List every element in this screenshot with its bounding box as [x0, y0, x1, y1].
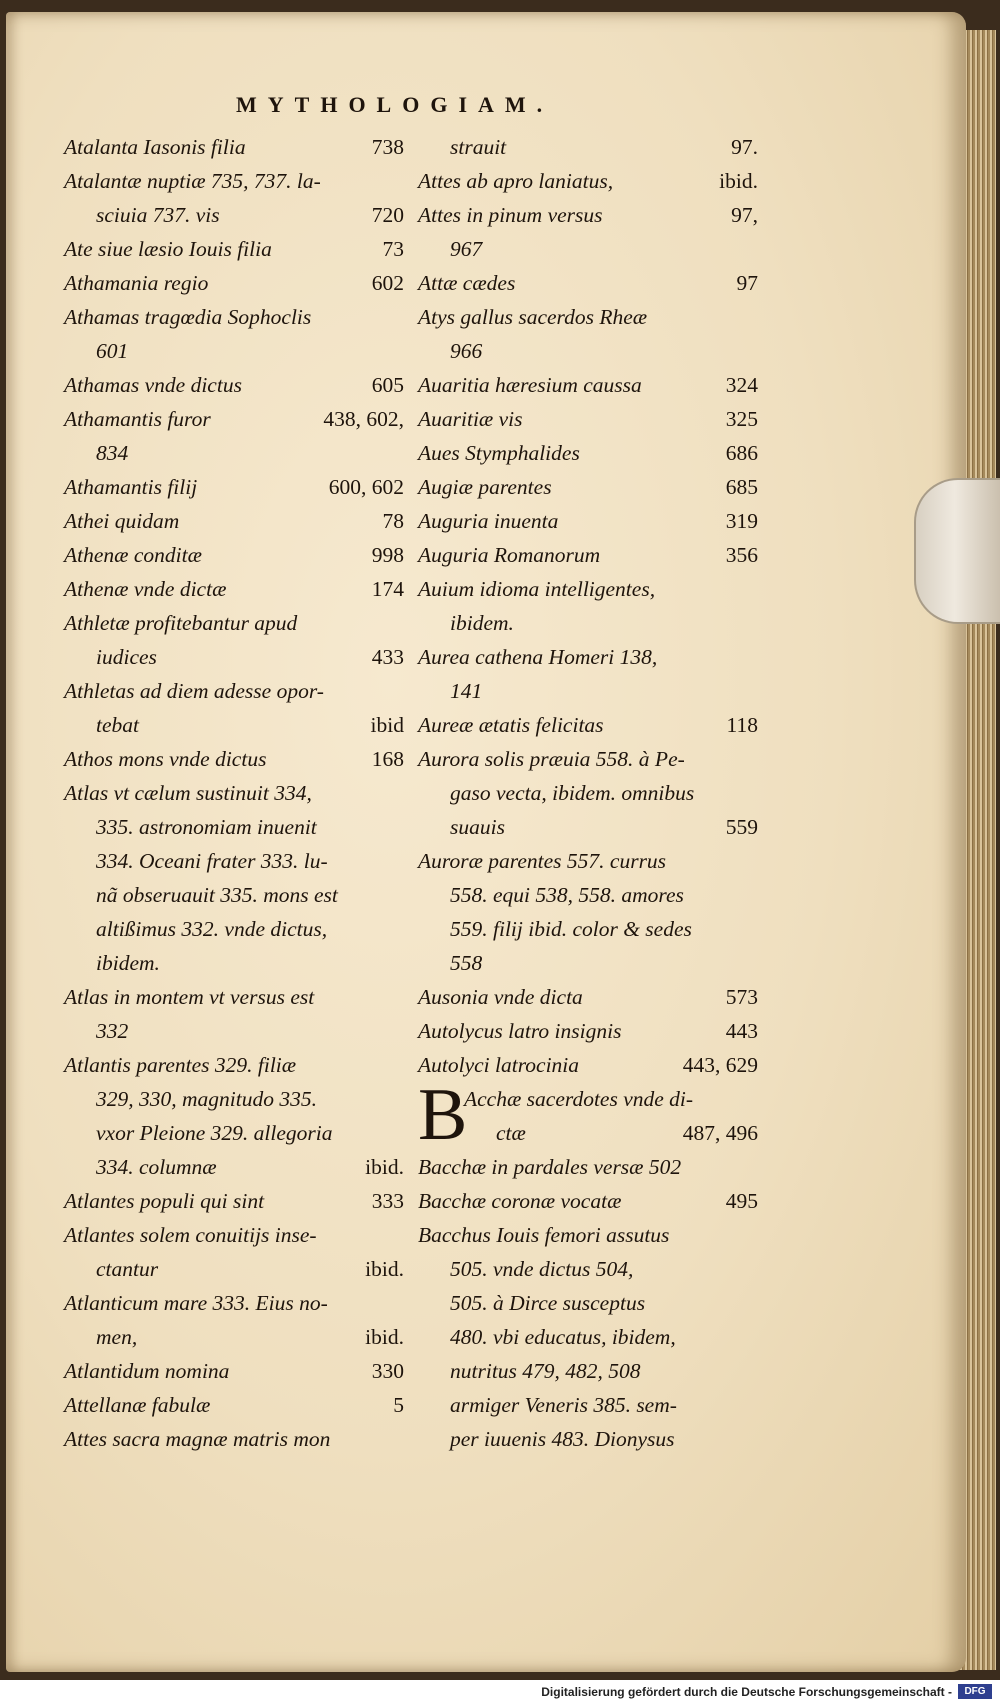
index-entry — [64, 742, 404, 776]
index-entry — [418, 504, 758, 538]
entry-text: vxor Pleione 329. allegoria — [96, 1121, 333, 1145]
index-entry — [64, 1320, 404, 1354]
index-entry — [418, 640, 758, 674]
entry-page-ref: 97, — [731, 203, 758, 227]
entry-page-ref: 685 — [725, 475, 758, 499]
entry-text: Atlanticum mare 333. Eius no- — [64, 1291, 328, 1315]
entry-text: Attes in pinum versus — [418, 203, 603, 227]
entry-text: 558 — [450, 951, 483, 975]
entry-page-ref: 605 — [371, 373, 404, 397]
entry-page-ref: 686 — [725, 441, 758, 465]
index-entry — [418, 1354, 758, 1388]
index-entry — [64, 164, 404, 198]
entry-text: 505. vnde dictus 504, — [450, 1257, 634, 1281]
index-entry — [64, 1218, 404, 1252]
index-entry — [64, 232, 404, 266]
index-entry — [418, 130, 758, 164]
index-entry — [64, 1252, 404, 1286]
entry-page-ref: ibid. — [719, 169, 758, 193]
entry-page-ref: 73 — [382, 237, 404, 261]
entry-text: Autolycus latro insignis — [418, 1019, 622, 1043]
entry-page-ref: 559 — [725, 815, 758, 839]
entry-page-ref: 324 — [725, 373, 758, 397]
index-entry — [64, 1184, 404, 1218]
entry-text: Athamantis furor — [64, 407, 211, 431]
funding-note: Digitalisierung gefördert durch die Deutsche Forschungsgemeinschaft - — [541, 1685, 952, 1699]
entry-text: 334. Oceani frater 333. lu- — [96, 849, 328, 873]
entry-text: ctæ — [496, 1121, 526, 1145]
index-entry — [418, 878, 758, 912]
entry-page-ref: 174 — [371, 577, 404, 601]
index-entry — [64, 538, 404, 572]
entry-text: Ausonia vnde dicta — [418, 985, 583, 1009]
entry-page-ref: 168 — [371, 747, 404, 771]
index-entry — [418, 198, 758, 232]
entry-page-ref: 97 — [736, 271, 758, 295]
entry-text: 559. filij ibid. color & sedes — [450, 917, 692, 941]
index-entry — [64, 368, 404, 402]
index-entry — [418, 1048, 758, 1082]
index-entry — [418, 1388, 758, 1422]
entry-page-ref: 325 — [725, 407, 758, 431]
entry-text: Atalantæ nuptiæ 735, 737. la- — [64, 169, 321, 193]
entry-page-ref: 5 — [393, 1393, 404, 1417]
entry-page-ref: 319 — [725, 509, 758, 533]
entry-text: Bacchus Iouis femori assutus — [418, 1223, 670, 1247]
entry-text: altißimus 332. vnde dictus, — [96, 917, 328, 941]
entry-text: Acchæ sacerdotes vnde di- — [464, 1087, 694, 1111]
entry-page-ref: 602 — [371, 271, 404, 295]
entry-page-ref: 495 — [725, 1189, 758, 1213]
index-entry — [64, 980, 404, 1014]
index-entry — [64, 674, 404, 708]
drop-capital: B — [418, 1074, 468, 1156]
entry-text: iudices — [96, 645, 157, 669]
index-entry — [418, 572, 758, 606]
index-entry — [418, 1218, 758, 1252]
entry-text: Athamania regio — [64, 271, 209, 295]
index-entry — [418, 436, 758, 470]
index-entry — [418, 1320, 758, 1354]
entry-page-ref: 443 — [725, 1019, 758, 1043]
entry-text: 834 — [96, 441, 129, 465]
entry-page-ref: 97. — [731, 135, 758, 159]
index-entry — [64, 130, 404, 164]
entry-page-ref: ibid. — [365, 1325, 404, 1349]
index-entry — [64, 1048, 404, 1082]
index-entry — [418, 266, 758, 300]
index-entry — [418, 300, 758, 334]
entry-text: ctantur — [96, 1257, 159, 1281]
index-entry — [418, 538, 758, 572]
index-entry — [64, 1014, 404, 1048]
entry-text: Bacchæ in pardales versæ 502 — [418, 1155, 682, 1179]
index-entry — [418, 810, 758, 844]
index-entry — [64, 334, 404, 368]
index-entry — [418, 368, 758, 402]
entry-text: Auroræ parentes 557. currus — [418, 849, 667, 873]
entry-text: Aues Stymphalides — [418, 441, 580, 465]
entry-text: 505. à Dirce susceptus — [450, 1291, 646, 1315]
index-entry — [64, 640, 404, 674]
entry-page-ref: 433 — [371, 645, 404, 669]
entry-text: Bacchæ coronæ vocatæ — [418, 1189, 622, 1213]
index-entry — [418, 912, 758, 946]
entry-text: Athamas tragœdia Sophoclis — [64, 305, 312, 329]
entry-text: Atlantes populi qui sint — [64, 1189, 265, 1213]
index-entry — [64, 402, 404, 436]
index-entry — [418, 844, 758, 878]
index-entry — [64, 436, 404, 470]
entry-text: Auaritiæ vis — [418, 407, 523, 431]
index-entry — [64, 844, 404, 878]
entry-text: Atalanta Iasonis filia — [64, 135, 246, 159]
entry-text: strauit — [450, 135, 507, 159]
entry-text: armiger Veneris 385. sem- — [450, 1393, 677, 1417]
entry-text: 601 — [96, 339, 129, 363]
index-entry — [64, 912, 404, 946]
entry-text: tebat — [96, 713, 139, 737]
index-entry — [418, 232, 758, 266]
entry-text: 332 — [96, 1019, 129, 1043]
index-entry — [64, 198, 404, 232]
index-entry — [418, 708, 758, 742]
entry-text: Ate siue læsio Iouis filia — [64, 237, 272, 261]
entry-text: Atlantidum nomina — [64, 1359, 230, 1383]
page-clip — [914, 478, 1000, 624]
entry-page-ref: ibid. — [365, 1155, 404, 1179]
entry-page-ref: 438, 602, — [323, 407, 404, 431]
entry-text: Atlas vt cælum sustinuit 334, — [64, 781, 312, 805]
index-entry — [64, 1388, 404, 1422]
entry-text: Auaritia hæresium caussa — [418, 373, 642, 397]
index-entry — [64, 878, 404, 912]
index-entry — [64, 946, 404, 980]
index-entry — [64, 810, 404, 844]
entry-text: Attellanæ fabulæ — [64, 1393, 211, 1417]
entry-text: ibidem. — [450, 611, 514, 635]
index-entry — [64, 1150, 404, 1184]
index-entry — [418, 164, 758, 198]
entry-text: Auium idioma intelligentes, — [418, 577, 656, 601]
entry-text: gaso vecta, ibidem. omnibus — [450, 781, 695, 805]
index-entry — [418, 742, 758, 776]
entry-text: Athos mons vnde dictus — [64, 747, 267, 771]
entry-text: Athletas ad diem adesse opor- — [64, 679, 324, 703]
entry-page-ref: ibid. — [365, 1257, 404, 1281]
entry-text: 329, 330, magnitudo 335. — [96, 1087, 317, 1111]
entry-text: Attes sacra magnæ matris mon — [64, 1427, 331, 1451]
index-entry-dropcap — [418, 1074, 758, 1156]
entry-text: 480. vbi educatus, ibidem, — [450, 1325, 676, 1349]
index-entry — [418, 776, 758, 810]
entry-page-ref: 356 — [725, 543, 758, 567]
entry-page-ref: 333 — [371, 1189, 404, 1213]
index-entry — [64, 300, 404, 334]
entry-text: 558. equi 538, 558. amores — [450, 883, 684, 907]
entry-text: Athenæ conditæ — [64, 543, 202, 567]
index-entry — [64, 266, 404, 300]
entry-text: sciuia 737. vis — [96, 203, 220, 227]
index-entry — [64, 572, 404, 606]
entry-page-ref: ibid — [370, 713, 404, 737]
entry-page-ref: 487, 496 — [682, 1121, 758, 1145]
entry-page-ref: 330 — [371, 1359, 404, 1383]
index-entry — [64, 1116, 404, 1150]
entry-page-ref: 998 — [371, 543, 404, 567]
index-entry — [64, 504, 404, 538]
index-entry — [418, 470, 758, 504]
index-entry — [418, 1150, 758, 1184]
index-entry — [418, 334, 758, 368]
index-entry — [64, 1082, 404, 1116]
entry-text: Auguria inuenta — [418, 509, 559, 533]
index-entry — [64, 606, 404, 640]
entry-text: Attes ab apro laniatus, — [418, 169, 614, 193]
index-column-right — [418, 130, 758, 1456]
digitization-stamp — [0, 1680, 1000, 1704]
entry-text: 335. astronomiam inuenit — [96, 815, 317, 839]
entry-text: Attæ cædes — [418, 271, 516, 295]
entry-text: Augiæ parentes — [418, 475, 552, 499]
index-entry — [418, 1422, 758, 1456]
entry-text: per iuuenis 483. Dionysus — [450, 1427, 675, 1451]
page-header: MYTHOLOGIAM. — [236, 92, 554, 117]
entry-text: 966 — [450, 339, 483, 363]
entry-text: nã obseruauit 335. mons est — [96, 883, 338, 907]
entry-text: Aurea cathena Homeri 138, — [418, 645, 658, 669]
index-entry — [64, 1422, 404, 1456]
entry-page-ref: 78 — [382, 509, 404, 533]
dfg-logo: DFG — [958, 1684, 992, 1699]
entry-text: Atlantis parentes 329. filiæ — [64, 1053, 297, 1077]
entry-text: Athletæ profitebantur apud — [64, 611, 298, 635]
index-entry — [418, 1286, 758, 1320]
entry-text: Athenæ vnde dictæ — [64, 577, 227, 601]
entry-text: men, — [96, 1325, 138, 1349]
entry-page-ref: 720 — [371, 203, 404, 227]
index-entry — [418, 674, 758, 708]
index-entry — [418, 980, 758, 1014]
entry-text: Aureæ ætatis felicitas — [418, 713, 604, 737]
index-entry — [418, 402, 758, 436]
entry-page-ref: 573 — [725, 985, 758, 1009]
entry-page-ref: 738 — [371, 135, 404, 159]
index-entry — [64, 1286, 404, 1320]
entry-line — [464, 1116, 758, 1150]
index-entry — [418, 1184, 758, 1218]
entry-text: 141 — [450, 679, 483, 703]
entry-page-ref: 443, 629 — [682, 1053, 758, 1077]
entry-text: Aurora solis præuia 558. à Pe- — [418, 747, 685, 771]
entry-text: Autolyci latrocinia — [418, 1053, 580, 1077]
index-entry — [64, 708, 404, 742]
index-entry — [418, 1252, 758, 1286]
entry-text: Athei quidam — [64, 509, 180, 533]
index-entry — [64, 470, 404, 504]
index-entry — [64, 776, 404, 810]
entry-text: Atlantes solem conuitijs inse- — [64, 1223, 317, 1247]
entry-text: Atlas in montem vt versus est — [64, 985, 315, 1009]
entry-text: ibidem. — [96, 951, 160, 975]
index-entry — [418, 606, 758, 640]
entry-text: Atys gallus sacerdos Rheæ — [418, 305, 648, 329]
entry-text: Auguria Romanorum — [418, 543, 601, 567]
index-entry — [418, 1014, 758, 1048]
index-entry — [64, 1354, 404, 1388]
entry-page-ref: 600, 602 — [328, 475, 404, 499]
entry-text: nutritus 479, 482, 508 — [450, 1359, 641, 1383]
index-entry — [418, 946, 758, 980]
entry-page-ref: 118 — [726, 713, 758, 737]
entry-line — [464, 1082, 758, 1116]
entry-text: Athamantis filij — [64, 475, 198, 499]
entry-text: 334. columnæ — [96, 1155, 217, 1179]
index-column-left — [64, 130, 404, 1456]
entry-text: 967 — [450, 237, 483, 261]
entry-text: suauis — [450, 815, 505, 839]
entry-text: Athamas vnde dictus — [64, 373, 242, 397]
